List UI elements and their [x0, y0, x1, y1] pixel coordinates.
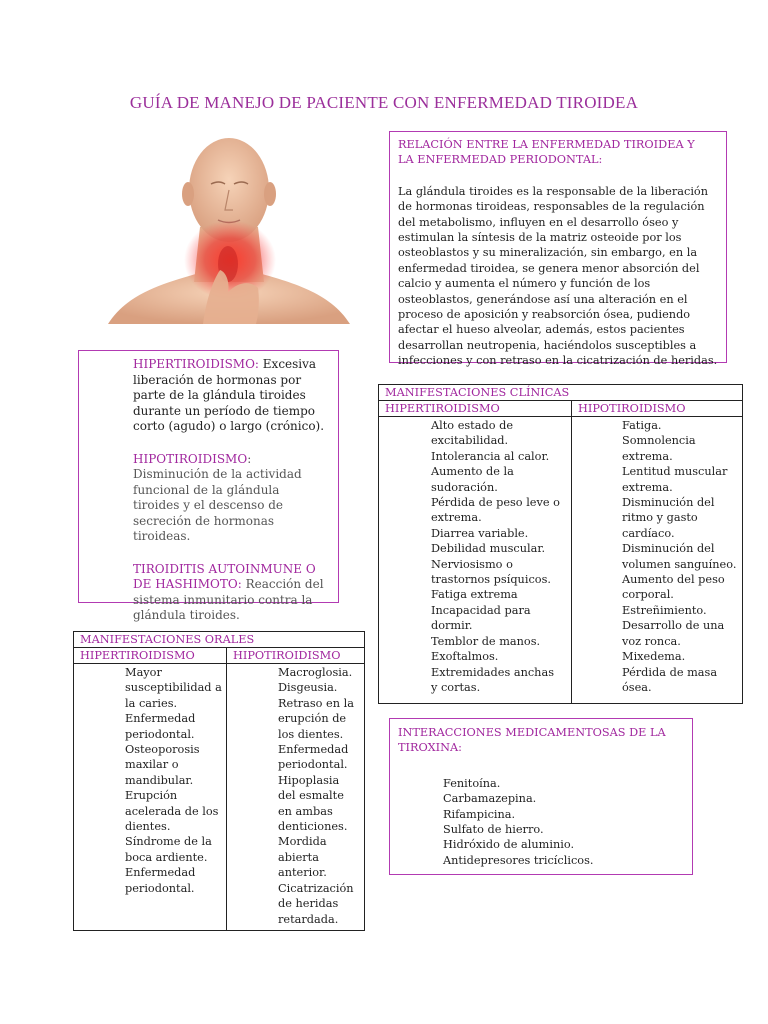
list-item: Estreñimiento.: [622, 603, 707, 617]
relacion-body: La glándula tiroides es la responsable de la liberación de hormonas tiroideas, responsables de la regulación del metabolismo, influyen en el desarrollo óseo y estimulan la síntesis de la matriz osteoide por los osteoblastos y su mineralización, sin embargo, en la enfermedad tiroidea, se genera menor absorción del calcio y aumenta el número y función de los osteoblastos, generándose así una alteración en el proceso de aposición y reabsorción ósea, pudiendo afectar el hueso alveolar, además, estos pacientes desarrollan neutropenia, haciéndolos susceptibles a infecciones y con retraso en la cicatrización de heridas.: [398, 184, 718, 368]
list-item: Diarrea variable.: [431, 526, 529, 540]
list-item: Mordida abierta anterior.: [278, 835, 327, 880]
interacciones-heading: INTERACCIONES MEDICAMENTOSAS DE LA TIROXINA:: [398, 726, 666, 755]
list-item: Intolerancia al calor.: [431, 449, 550, 463]
hiper-cell: [74, 664, 227, 931]
list-item: Aumento del peso corporal.: [622, 573, 725, 602]
list-item: Nerviosismo o trastornos psíquicos.: [431, 557, 551, 587]
list-item: Pérdida de peso leve o extrema.: [431, 496, 560, 525]
thyroid-head-illustration: [108, 132, 350, 324]
list-item: Cicatrización de heridas retardada.: [278, 881, 354, 926]
list-item: Hidróxido de aluminio.: [443, 838, 575, 852]
definicion-desc: : Disminución de la actividad funcional de la glándula tiroides y el descenso de secreción de hormonas tiroideas.: [133, 451, 302, 543]
interacciones-list: [398, 776, 684, 868]
list-item: Disgeusia.: [278, 681, 338, 695]
hipo-list: [278, 665, 360, 927]
list-item: Lentitud muscular extrema.: [622, 465, 728, 494]
column-header-hipo: HIPOTIROIDISMO: [227, 648, 365, 664]
list-item: Enfermedad periodontal.: [125, 866, 196, 895]
hiper-list: [431, 418, 563, 695]
list-item: Exoftalmos.: [431, 650, 499, 664]
list-item: Osteoporosis maxilar o mandibular.: [125, 743, 200, 787]
definicion-hipotiroidismo: [133, 452, 328, 545]
list-item: Fatiga extrema: [431, 588, 518, 602]
list-item: Erupción acelerada de los dientes.: [125, 789, 219, 834]
list-item: Sulfato de hierro.: [443, 823, 544, 837]
definicion-hashimoto: [133, 562, 328, 624]
definicion-desc: Excesiva liberación de hormonas por parte de la glándula tiroides durante un período de tiempo corto (agudo) o largo (crónico).: [133, 357, 325, 433]
list-item: Somnolencia extrema.: [622, 434, 696, 463]
list-item: Enfermedad periodontal.: [125, 712, 196, 741]
table-heading: MANIFESTACIONES ORALES: [74, 632, 365, 648]
list-item: Síndrome de la boca ardiente.: [125, 835, 212, 864]
definicion-desc: Reacción del sistema inmunitario contra la glándula tiroides.: [133, 577, 324, 622]
list-item: Rifampicina.: [443, 807, 516, 821]
relacion-box: [389, 131, 727, 368]
column-header-hiper: HIPERTIROIDISMO: [379, 401, 572, 417]
hipo-cell: [572, 417, 743, 704]
list-item: Alto estado de excitabilidad.: [431, 419, 514, 448]
list-item: Desarrollo de una voz ronca.: [622, 619, 725, 648]
list-item: Enfermedad periodontal.: [278, 743, 349, 772]
list-item: Incapacidad para dormir.: [431, 603, 531, 633]
list-item: Retraso en la erupción de los dientes.: [278, 696, 354, 741]
page-title: GUÍA DE MANEJO DE PACIENTE CON ENFERMEDAD TIROIDEA: [129, 93, 639, 112]
list-item: Debilidad muscular.: [431, 542, 546, 556]
definicion-term: HIPERTIROIDISMO:: [133, 357, 259, 371]
definiciones-box: [78, 350, 339, 622]
list-item: Pérdida de masa ósea.: [622, 665, 718, 694]
manifestaciones-clinicas-table: [378, 384, 743, 704]
hiper-cell: [379, 417, 572, 704]
list-item: Temblor de manos.: [431, 634, 541, 648]
list-item: Aumento de la sudoración.: [431, 465, 514, 494]
list-item: Disminución del volumen sanguíneo.: [622, 542, 737, 571]
list-item: Extremidades anchas y cortas.: [431, 665, 554, 694]
hipo-list: [622, 418, 738, 695]
column-header-hiper: HIPERTIROIDISMO: [74, 648, 227, 664]
list-item: Antidepresores tricíclicos.: [443, 853, 594, 867]
list-item: Mixedema.: [622, 650, 686, 664]
hiper-list: [125, 665, 222, 896]
hipo-cell: [227, 664, 365, 931]
list-item: Disminución del ritmo y gasto cardíaco.: [622, 496, 715, 540]
definicion-hipertiroidismo: [133, 357, 328, 435]
table-heading: MANIFESTACIONES CLÍNICAS: [379, 385, 743, 401]
definicion-term: HIPOTIROIDISMO: [133, 451, 248, 466]
list-item: Macroglosia.: [278, 666, 353, 679]
list-item: Fenitoína.: [443, 776, 501, 790]
list-item: Carbamazepina.: [443, 792, 537, 806]
list-item: Fatiga.: [622, 419, 662, 432]
relacion-heading: RELACIÓN ENTRE LA ENFERMEDAD TIROIDEA Y LA ENFERMEDAD PERIODONTAL:: [398, 138, 695, 167]
list-item: Mayor susceptibilidad a la caries.: [125, 666, 222, 710]
interacciones-box: [389, 718, 693, 875]
definicion-term: TIROIDITIS AUTOINMUNE O DE HASHIMOTO:: [133, 561, 316, 591]
column-header-hipo: HIPOTIROIDISMO: [572, 401, 743, 417]
list-item: Hipoplasia del esmalte en ambas denticiones.: [278, 773, 348, 834]
manifestaciones-orales-table: [73, 631, 365, 931]
